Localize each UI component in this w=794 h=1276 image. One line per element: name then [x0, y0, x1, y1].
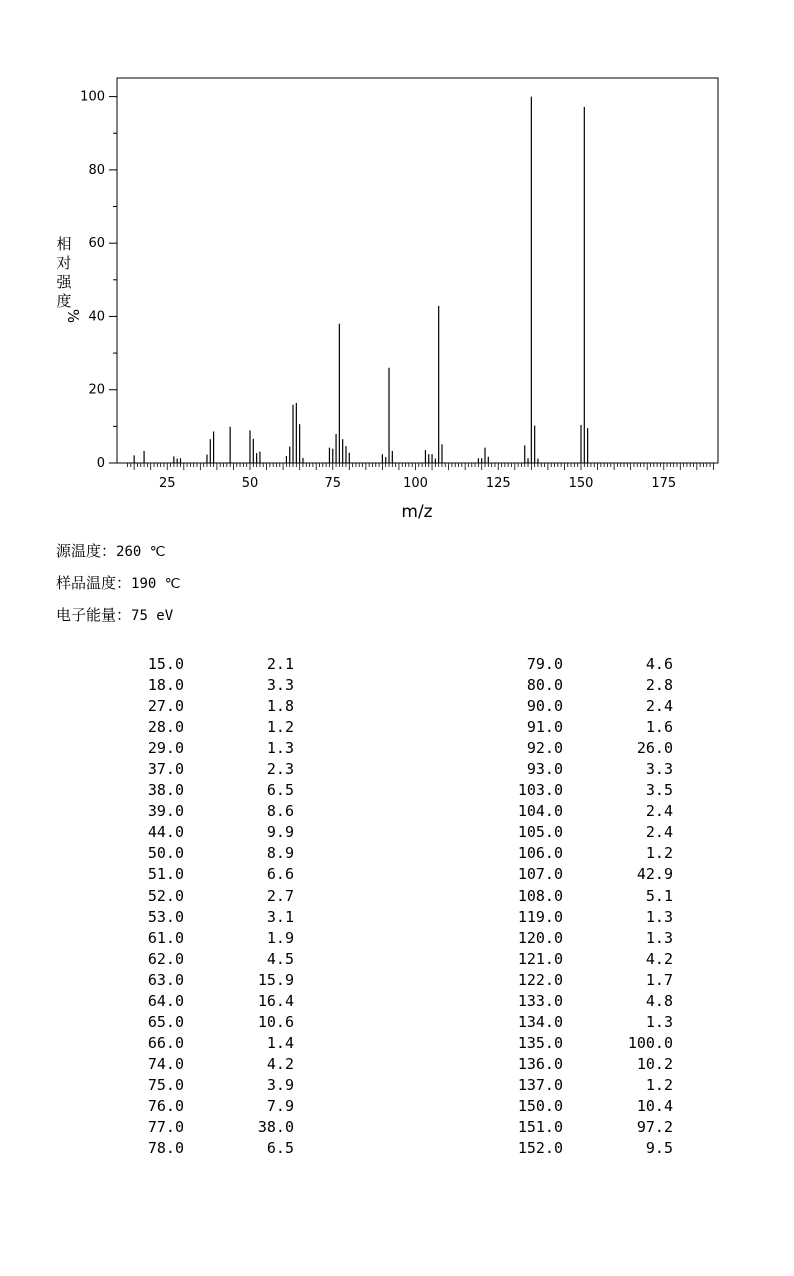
peak-intensity: 15.9: [257, 970, 294, 989]
peak-intensity: 4.8: [645, 991, 673, 1010]
peak-mz: 151.0: [517, 1118, 563, 1137]
peak-mz: 104.0: [517, 802, 563, 821]
peak-mz: 106.0: [517, 844, 563, 863]
peak-mz: 76.0: [147, 1096, 184, 1115]
peak-mz: 62.0: [147, 949, 184, 968]
peak-intensity: 2.4: [645, 697, 673, 716]
peak-intensity: 5.1: [645, 886, 673, 905]
peak-mz: 51.0: [147, 865, 184, 884]
peak-intensity: 4.2: [266, 1054, 294, 1073]
peak-mz: 53.0: [147, 907, 184, 926]
peak-intensity: 6.5: [266, 781, 294, 800]
peak-row: [0, 1013, 794, 1034]
peak-mz: 107.0: [517, 865, 563, 884]
peak-mz: 133.0: [517, 991, 563, 1010]
x-tick-label: 75: [324, 476, 342, 491]
peak-intensity: 26.0: [636, 739, 673, 758]
peak-intensity: 8.9: [266, 844, 294, 863]
peak-mz: 50.0: [147, 844, 184, 863]
x-tick-label: 125: [485, 476, 511, 491]
source-temperature-label: 源温度：: [56, 542, 117, 560]
sample-temperature: [56, 572, 180, 593]
peak-mz: 119.0: [517, 907, 563, 926]
peak-mz: 38.0: [147, 781, 184, 800]
peak-mz: 103.0: [517, 781, 563, 800]
peak-intensity: 3.3: [645, 760, 673, 779]
peak-intensity: 1.4: [266, 1033, 294, 1052]
peak-intensity: 4.6: [645, 655, 673, 673]
peak-row: [0, 865, 794, 886]
y-tick-label: 100: [80, 89, 105, 105]
peak-mz: 120.0: [517, 928, 563, 947]
peak-intensity: 10.2: [636, 1054, 673, 1073]
peak-intensity: 9.5: [645, 1139, 673, 1158]
peak-intensity: 1.3: [645, 1012, 673, 1031]
peak-intensity: 2.4: [645, 802, 673, 821]
electron-energy-label: 电子能量：: [56, 606, 132, 624]
peak-row: [0, 676, 794, 697]
spectrum-peaks: [134, 97, 587, 463]
peak-intensity: 1.2: [266, 718, 294, 737]
peak-mz: 80.0: [526, 676, 563, 695]
peak-intensity: 1.8: [266, 697, 294, 716]
x-tick-label: 25: [158, 476, 176, 491]
peak-mz: 135.0: [517, 1033, 563, 1052]
peak-mz: 52.0: [147, 886, 184, 905]
sample-temperature-value: 190 ℃: [131, 576, 181, 592]
peak-mz: 63.0: [147, 970, 184, 989]
y-tick-label: 40: [88, 309, 105, 325]
peak-row: [0, 718, 794, 739]
peak-intensity: 6.5: [266, 1139, 294, 1158]
y-axis-label-char: 对: [56, 254, 72, 272]
y-axis: [80, 90, 117, 471]
peak-mz: 105.0: [517, 823, 563, 842]
electron-energy: [56, 604, 173, 625]
peak-row: [0, 1097, 794, 1118]
peak-mz: 77.0: [147, 1118, 184, 1137]
y-axis-label-unit: %: [64, 308, 82, 324]
peak-intensity: 2.8: [645, 676, 673, 695]
peak-intensity: 1.2: [645, 1075, 673, 1094]
peak-intensity: 38.0: [257, 1118, 294, 1137]
peak-intensity: 2.7: [266, 886, 294, 905]
peak-row: [0, 739, 794, 760]
peak-intensity: 2.3: [266, 760, 294, 779]
peak-mz: 75.0: [147, 1075, 184, 1094]
peak-row: [0, 844, 794, 865]
x-tick-label: 150: [568, 476, 594, 491]
peak-mz: 44.0: [147, 823, 184, 842]
peak-mz: 27.0: [147, 697, 184, 716]
peak-intensity: 1.2: [645, 844, 673, 863]
y-tick-label: 80: [88, 162, 105, 178]
peak-row: [0, 1139, 794, 1160]
peak-intensity: 10.4: [636, 1096, 673, 1115]
peak-intensity: 42.9: [636, 865, 673, 884]
peak-row: [0, 971, 794, 992]
peak-mz: 122.0: [517, 970, 563, 989]
y-axis-label-char: 强: [56, 273, 72, 291]
y-axis-label-char: 度: [56, 292, 72, 310]
peak-row: [0, 1055, 794, 1076]
plot-frame: [117, 78, 718, 463]
peak-mz: 74.0: [147, 1054, 184, 1073]
peak-intensity: 9.9: [266, 823, 294, 842]
source-temperature: [56, 540, 165, 561]
electron-energy-value: 75 eV: [131, 608, 174, 624]
peak-intensity: 1.7: [645, 970, 673, 989]
peak-row: [0, 655, 794, 676]
peak-row: [0, 697, 794, 718]
peak-mz: 91.0: [526, 718, 563, 737]
peak-intensity: 1.9: [266, 928, 294, 947]
peak-mz: 134.0: [517, 1012, 563, 1031]
peak-mz: 64.0: [147, 991, 184, 1010]
peak-mz: 18.0: [147, 676, 184, 695]
peak-intensity: 100.0: [627, 1033, 673, 1052]
peak-intensity: 7.9: [266, 1096, 294, 1115]
x-tick-label: 50: [241, 476, 259, 491]
peak-intensity: 97.2: [636, 1118, 673, 1137]
peak-intensity: 8.6: [266, 802, 294, 821]
peak-row: [0, 1076, 794, 1097]
peak-row: [0, 781, 794, 802]
peak-mz: 37.0: [147, 760, 184, 779]
peak-intensity: 10.6: [257, 1012, 294, 1031]
peak-mz: 65.0: [147, 1012, 184, 1031]
y-tick-label: 20: [88, 382, 105, 398]
peak-mz: 66.0: [147, 1033, 184, 1052]
y-axis-label-char: 相: [56, 235, 72, 253]
y-tick-label: 0: [96, 456, 105, 471]
peak-intensity: 4.2: [645, 949, 673, 968]
peak-mz: 136.0: [517, 1054, 563, 1073]
peak-mz: 90.0: [526, 697, 563, 716]
x-tick-label: 100: [403, 476, 428, 491]
peak-mz: 79.0: [526, 655, 563, 673]
peak-row: [0, 887, 794, 908]
peak-mz: 152.0: [517, 1139, 563, 1158]
peak-table-right: [0, 655, 794, 1160]
sample-temperature-label: 样品温度：: [56, 574, 132, 592]
x-tick-label: 175: [651, 476, 677, 491]
peak-intensity: 16.4: [257, 991, 294, 1010]
peak-row: [0, 802, 794, 823]
peak-mz: 93.0: [526, 760, 563, 779]
peak-intensity: 1.3: [645, 928, 673, 947]
x-axis: [128, 463, 714, 491]
peak-intensity: 6.6: [266, 865, 294, 884]
y-tick-label: 60: [88, 236, 105, 252]
peak-row: [0, 929, 794, 950]
peak-mz: 29.0: [147, 739, 184, 758]
peak-mz: 39.0: [147, 802, 184, 821]
peak-intensity: 3.9: [266, 1075, 294, 1094]
peak-intensity: 1.3: [266, 739, 294, 758]
peak-intensity: 2.4: [645, 823, 673, 842]
peak-mz: 61.0: [147, 928, 184, 947]
peak-intensity: 3.5: [645, 781, 673, 800]
peak-intensity: 4.5: [266, 949, 294, 968]
peak-row: [0, 1118, 794, 1139]
mass-spectrum-chart: [0, 0, 794, 530]
peak-mz: 92.0: [526, 739, 563, 758]
peak-intensity: 1.6: [645, 718, 673, 737]
peak-row: [0, 950, 794, 971]
peak-mz: 108.0: [517, 886, 563, 905]
peak-row: [0, 760, 794, 781]
peak-mz: 78.0: [147, 1139, 184, 1158]
peak-row: [0, 992, 794, 1013]
peak-intensity: 3.3: [266, 676, 294, 695]
peak-intensity: 2.1: [266, 655, 294, 673]
peak-mz: 137.0: [517, 1075, 563, 1094]
x-axis-label: m/z: [401, 502, 433, 522]
source-temperature-value: 260 ℃: [116, 544, 166, 560]
peak-row: [0, 1034, 794, 1055]
peak-row: [0, 908, 794, 929]
peak-intensity: 3.1: [266, 907, 294, 926]
peak-mz: 15.0: [147, 655, 184, 673]
peak-mz: 150.0: [517, 1096, 563, 1115]
peak-row: [0, 823, 794, 844]
peak-intensity: 1.3: [645, 907, 673, 926]
peak-mz: 121.0: [517, 949, 563, 968]
y-axis-label: [56, 235, 82, 323]
peak-mz: 28.0: [147, 718, 184, 737]
